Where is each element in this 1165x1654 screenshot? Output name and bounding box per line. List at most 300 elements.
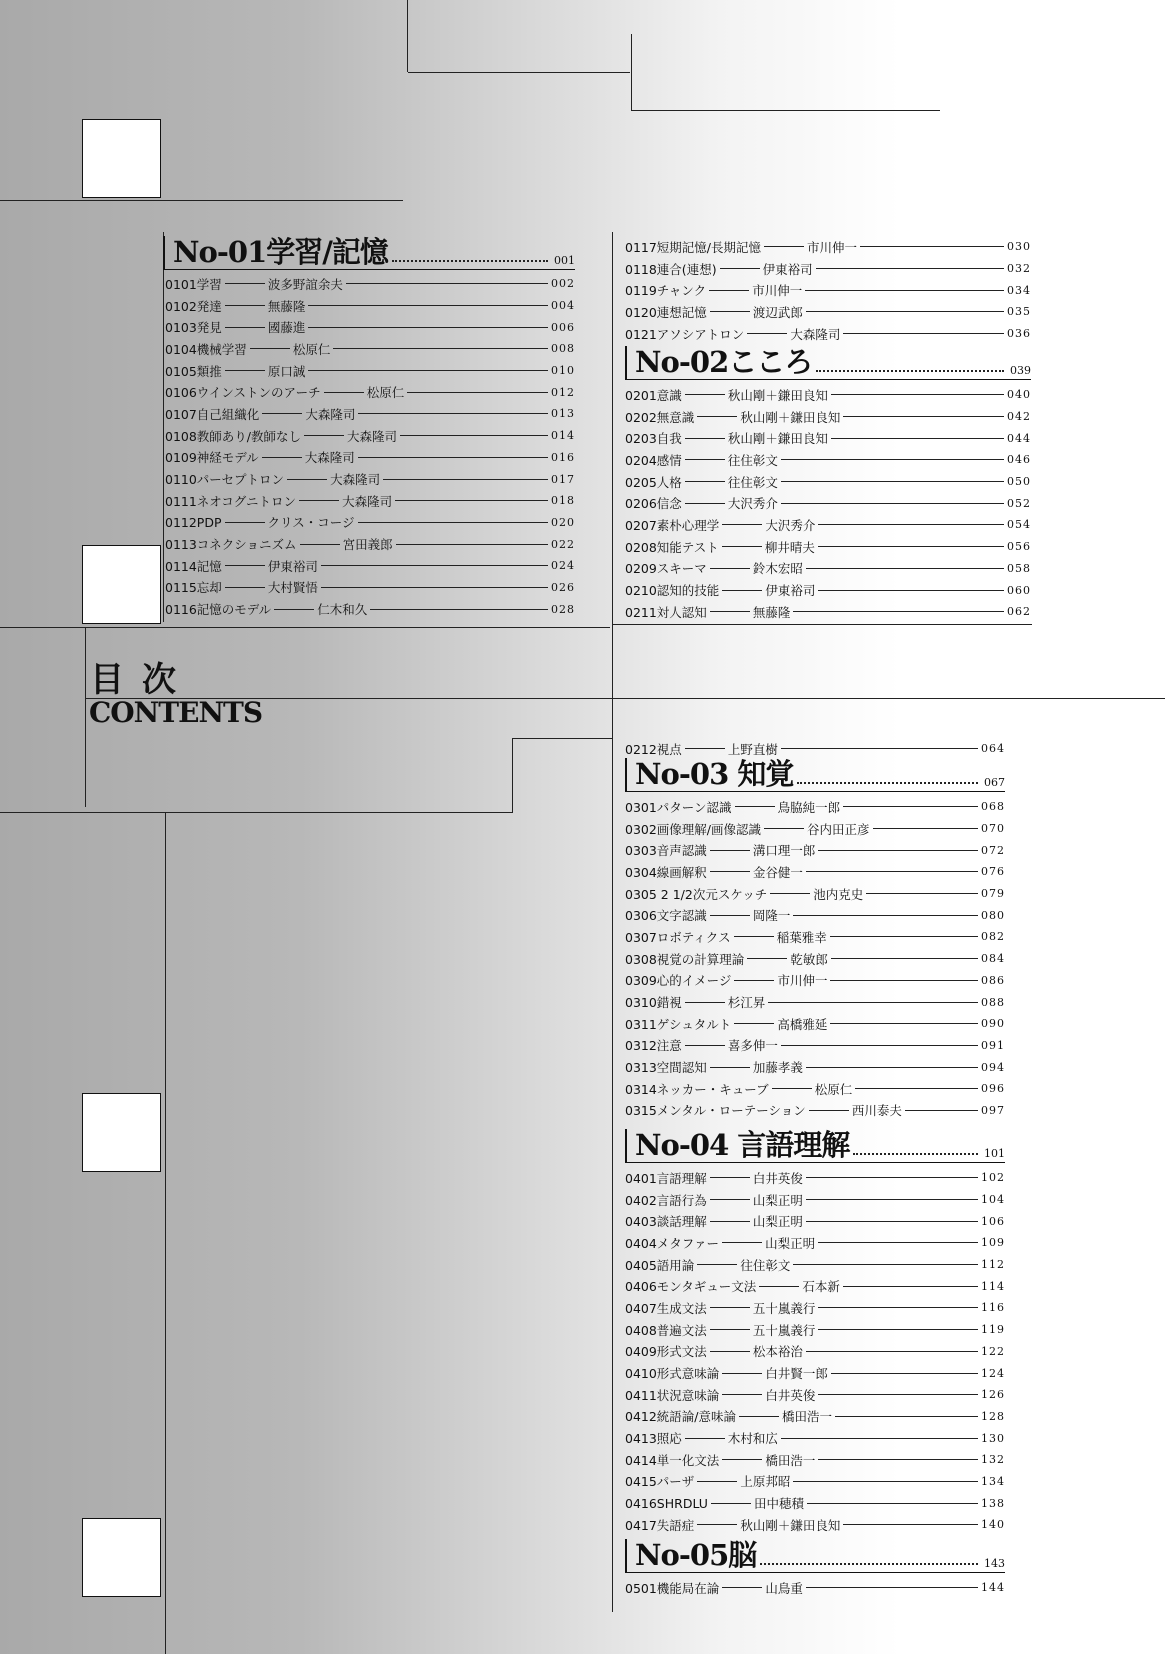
entry-author: 大沢秀介 xyxy=(765,517,816,533)
entry-title: 0121アソシアトロン xyxy=(625,326,745,342)
entry-page: 138 xyxy=(981,1496,1005,1510)
entry-title: 0315メンタル・ローテーション xyxy=(625,1103,806,1119)
entry-author: 白井賢一郎 xyxy=(765,1366,828,1382)
entry-author: 往住彰文 xyxy=(727,474,778,490)
entry-title: 0405語用論 xyxy=(625,1257,695,1273)
placeholder-box-4 xyxy=(82,1518,161,1597)
toc-entry xyxy=(165,447,575,469)
toc-entry xyxy=(625,1013,1005,1035)
entry-title: 0106ウインストンのアーチ xyxy=(165,385,321,401)
entry-author: 上原邦昭 xyxy=(740,1474,791,1490)
entry-page: 008 xyxy=(551,342,575,356)
section-02 xyxy=(625,346,1031,623)
entry-title: 0206信念 xyxy=(625,496,682,512)
toc-entry xyxy=(165,468,575,490)
toc-entry xyxy=(625,1254,1005,1276)
entry-author: 高橋雅延 xyxy=(777,1016,828,1032)
entry-author: 杉江昇 xyxy=(727,995,766,1011)
entry-title: 0303音声認識 xyxy=(625,843,707,859)
entry-title: 0408普遍文法 xyxy=(625,1322,707,1338)
entry-title: 0102発達 xyxy=(165,298,222,314)
entry-author: 松原仁 xyxy=(292,341,331,357)
entry-page: 094 xyxy=(981,1060,1005,1074)
entry-author: 鳥脇純一郎 xyxy=(777,799,841,815)
toc-entry xyxy=(165,425,575,447)
entry-page: 035 xyxy=(1007,305,1031,319)
entry-page: 058 xyxy=(1007,561,1031,575)
entry-title: 0212視点 xyxy=(625,741,682,757)
toc-entry xyxy=(625,1577,1005,1599)
entry-title: 0115忘却 xyxy=(165,580,222,596)
entry-title: 0201意識 xyxy=(625,387,682,403)
contents-title-en: CONTENTS xyxy=(89,696,263,729)
entry-title: 0307ロボティクス xyxy=(625,929,731,945)
entry-title: 0104機械学習 xyxy=(165,341,247,357)
entry-author: 秋山剛＋鎌田良知 xyxy=(727,387,828,403)
entry-title: 0402言語行為 xyxy=(625,1192,707,1208)
entry-page: 082 xyxy=(981,930,1005,944)
toc-entry xyxy=(625,1275,1005,1297)
entry-title: 0409形式文法 xyxy=(625,1344,707,1360)
section-01-heading xyxy=(163,236,575,270)
entry-title: 0118連合(連想) xyxy=(625,261,717,277)
entry-title: 0312注意 xyxy=(625,1038,682,1054)
rule-contents-vertical xyxy=(85,627,86,807)
entry-title: 0117短期記憶/長期記憶 xyxy=(625,239,762,255)
entry-page: 084 xyxy=(981,952,1005,966)
entry-page: 126 xyxy=(981,1388,1005,1402)
entry-author: 五十嵐義行 xyxy=(752,1322,816,1338)
entry-author: 大森隆司 xyxy=(305,406,356,422)
entry-author: 大森隆司 xyxy=(342,493,393,509)
entry-author: 大森隆司 xyxy=(347,428,398,444)
entry-page: 032 xyxy=(1007,262,1031,276)
toc-entry xyxy=(625,1471,1005,1493)
toc-entry xyxy=(625,796,1005,818)
entry-page: 056 xyxy=(1007,540,1031,554)
toc-entry xyxy=(625,1427,1005,1449)
entry-title: 0110パーセプトロン xyxy=(165,472,285,488)
entry-title: 0203自我 xyxy=(625,431,682,447)
toc-entry xyxy=(625,536,1031,558)
toc-entry xyxy=(165,598,575,620)
entry-author: 原口誠 xyxy=(267,363,306,379)
entry-author: 伊東裕司 xyxy=(267,558,318,574)
section-04-entries xyxy=(625,1163,1005,1536)
toc-entry xyxy=(625,839,1005,861)
entry-title: 0210認知的技能 xyxy=(625,583,720,599)
placeholder-box-1 xyxy=(82,119,161,198)
entry-page: 122 xyxy=(981,1344,1005,1358)
entry-author: 橋田浩一 xyxy=(782,1409,833,1425)
entry-page: 140 xyxy=(981,1518,1005,1532)
entry-page: 088 xyxy=(981,995,1005,1009)
toc-entry xyxy=(625,818,1005,840)
entry-author: 無藤隆 xyxy=(267,298,306,314)
rule-lower-left xyxy=(0,812,512,813)
entry-author: 山鳥重 xyxy=(765,1580,803,1596)
entry-author: 松本裕治 xyxy=(752,1344,803,1360)
section-title: No-02こころ xyxy=(635,345,813,379)
entry-author: 田中穂積 xyxy=(753,1496,804,1512)
toc-entry xyxy=(625,1189,1005,1211)
entry-page: 072 xyxy=(981,843,1005,857)
entry-page: 030 xyxy=(1007,240,1031,254)
rule-top-right xyxy=(631,110,940,111)
entry-page: 014 xyxy=(551,429,575,443)
entry-title: 0301パターン認識 xyxy=(625,799,732,815)
contents-title-ja: 目次 xyxy=(90,660,194,700)
toc-entry xyxy=(165,360,575,382)
entry-title: 0411状況意味論 xyxy=(625,1387,720,1403)
entry-page: 026 xyxy=(551,580,575,594)
toc-entry xyxy=(625,904,1005,926)
entry-author: 山梨正明 xyxy=(752,1214,803,1230)
entry-page: 018 xyxy=(551,494,575,508)
entry-author: 池内克史 xyxy=(813,886,864,902)
rule-top-short xyxy=(408,72,630,73)
entry-page: 090 xyxy=(981,1017,1005,1031)
section-01-continued xyxy=(625,236,1031,344)
entry-author: 無藤隆 xyxy=(752,604,791,620)
entry-page: 062 xyxy=(1007,605,1031,619)
toc-entry xyxy=(625,558,1031,580)
rule-top-vertical xyxy=(631,34,632,110)
entry-page: 020 xyxy=(551,515,575,529)
section-02-entries xyxy=(625,380,1031,623)
section-04-heading xyxy=(625,1129,1005,1163)
entry-page: 128 xyxy=(981,1409,1005,1423)
entry-page: 036 xyxy=(1007,327,1031,341)
entry-page: 144 xyxy=(981,1581,1005,1595)
section-page: 001 xyxy=(554,254,575,267)
entry-page: 028 xyxy=(551,602,575,616)
entry-page: 016 xyxy=(551,450,575,464)
entry-author: 橋田浩一 xyxy=(765,1452,816,1468)
entry-title: 0501機能局在論 xyxy=(625,1580,720,1596)
entry-page: 050 xyxy=(1007,475,1031,489)
entry-page: 134 xyxy=(981,1474,1005,1488)
rule-left-upper xyxy=(407,0,408,72)
entry-page: 054 xyxy=(1007,518,1031,532)
entry-title: 0207素朴心理学 xyxy=(625,517,720,533)
section-title: No-03 知覚 xyxy=(635,757,794,791)
entry-page: 046 xyxy=(1007,453,1031,467)
entry-page: 002 xyxy=(551,277,575,291)
toc-entry xyxy=(625,601,1031,623)
section-title: No-04 言語理解 xyxy=(635,1128,850,1162)
entry-title: 0412統語論/意味論 xyxy=(625,1409,737,1425)
entry-author: 仁木和久 xyxy=(317,602,368,618)
toc-entry xyxy=(165,316,575,338)
entry-page: 096 xyxy=(981,1082,1005,1096)
entry-page: 010 xyxy=(551,364,575,378)
rule-lower-join xyxy=(512,738,612,739)
entry-page: 102 xyxy=(981,1171,1005,1185)
section-05 xyxy=(625,1539,1005,1599)
entry-author: 柳井晴夫 xyxy=(764,539,815,555)
entry-title: 0211対人認知 xyxy=(625,604,707,620)
entry-page: 106 xyxy=(981,1214,1005,1228)
entry-author: 上野直樹 xyxy=(727,741,778,757)
entry-title: 0205人格 xyxy=(625,474,682,490)
toc-entry xyxy=(165,490,575,512)
entry-author: 大村賢悟 xyxy=(267,580,318,596)
entry-author: 往住彰文 xyxy=(740,1257,791,1273)
entry-author: 渡辺武郎 xyxy=(752,304,803,320)
entry-title: 0414単一化文法 xyxy=(625,1452,720,1468)
entry-author: 大沢秀介 xyxy=(727,496,778,512)
entry-author: 白井英俊 xyxy=(765,1387,816,1403)
entry-author: 伊東裕司 xyxy=(765,583,816,599)
entry-title: 0120連想記憶 xyxy=(625,304,707,320)
entry-page: 109 xyxy=(981,1236,1005,1250)
section-04 xyxy=(625,1129,1005,1536)
entry-title: 0410形式意味論 xyxy=(625,1366,720,1382)
entry-title: 0105類推 xyxy=(165,363,222,379)
rule-lower-vertical-b xyxy=(165,812,166,1654)
rule-contents-top xyxy=(0,627,610,628)
toc-entry xyxy=(625,991,1005,1013)
entry-title: 0302画像理解/画像認識 xyxy=(625,821,762,837)
entry-title: 0204感情 xyxy=(625,452,682,468)
toc-entry xyxy=(625,514,1031,536)
toc-entry xyxy=(625,406,1031,428)
entry-author: 鈴木宏昭 xyxy=(752,561,803,577)
entry-title: 0415パーザ xyxy=(625,1474,695,1490)
entry-title: 0202無意識 xyxy=(625,409,695,425)
entry-title: 0108教師あり/教師なし xyxy=(165,428,302,444)
toc-entry xyxy=(625,1056,1005,1078)
placeholder-box-2 xyxy=(82,545,161,624)
entry-title: 0308視覚の計算理論 xyxy=(625,951,745,967)
toc-entry xyxy=(625,1078,1005,1100)
entry-author: 金谷健一 xyxy=(752,864,803,880)
toc-entry xyxy=(625,948,1005,970)
entry-page: 017 xyxy=(551,472,575,486)
entry-author: 波多野誼余夫 xyxy=(267,276,343,292)
toc-entry xyxy=(625,258,1031,280)
section-page: 101 xyxy=(984,1147,1005,1160)
entry-page: 091 xyxy=(981,1038,1005,1052)
toc-entry xyxy=(625,1362,1005,1384)
toc-entry xyxy=(625,1319,1005,1341)
entry-page: 076 xyxy=(981,865,1005,879)
section-05-entries xyxy=(625,1573,1005,1599)
entry-page: 004 xyxy=(551,299,575,313)
entry-page: 012 xyxy=(551,385,575,399)
section-01-entries xyxy=(163,270,575,620)
toc-entry xyxy=(625,1406,1005,1428)
toc-entry xyxy=(625,236,1031,258)
toc-entry xyxy=(165,381,575,403)
entry-page: 097 xyxy=(981,1103,1005,1117)
entry-author: 乾敏郎 xyxy=(790,951,828,967)
entry-page: 040 xyxy=(1007,388,1031,402)
section-05-heading xyxy=(625,1539,1005,1573)
entry-title: 0309心的イメージ xyxy=(625,973,732,989)
entry-page: 104 xyxy=(981,1193,1005,1207)
entry-author: 山梨正明 xyxy=(765,1235,816,1251)
entry-author: 五十嵐義行 xyxy=(752,1300,816,1316)
entry-page: 060 xyxy=(1007,583,1031,597)
entry-title: 0403談話理解 xyxy=(625,1214,707,1230)
entry-title: 0111ネオコグニトロン xyxy=(165,493,297,509)
toc-entry xyxy=(625,279,1031,301)
toc-entry xyxy=(625,449,1031,471)
entry-page: 132 xyxy=(981,1453,1005,1467)
toc-entry xyxy=(165,273,575,295)
entry-title: 0209スキーマ xyxy=(625,561,707,577)
toc-entry xyxy=(165,295,575,317)
toc-entry xyxy=(625,384,1031,406)
entry-title: 0113コネクショニズム xyxy=(165,537,297,553)
section-title: No-01学習/記憶 xyxy=(173,235,388,269)
toc-entry xyxy=(625,1514,1005,1536)
entry-page: 052 xyxy=(1007,496,1031,510)
toc-entry xyxy=(625,471,1031,493)
entry-author: 市川伸一 xyxy=(807,239,858,255)
toc-entry xyxy=(625,883,1005,905)
entry-page: 022 xyxy=(551,537,575,551)
entry-author: クリス・コージ xyxy=(267,515,355,531)
entry-title: 0116記憶のモデル xyxy=(165,602,272,618)
toc-entry xyxy=(625,861,1005,883)
entry-page: 070 xyxy=(981,822,1005,836)
toc-entry xyxy=(625,301,1031,323)
toc-entry xyxy=(165,577,575,599)
section-03-heading xyxy=(625,758,1005,792)
entry-author: 山梨正明 xyxy=(752,1192,803,1208)
entry-title: 0401言語理解 xyxy=(625,1170,707,1186)
entry-author: 白井英俊 xyxy=(752,1170,803,1186)
rule-lower-vertical-a xyxy=(512,738,513,813)
entry-author: 秋山剛＋鎌田良知 xyxy=(727,431,828,447)
toc-entry xyxy=(625,1449,1005,1471)
entry-title: 0310錯視 xyxy=(625,995,682,1011)
toc-entry xyxy=(625,1492,1005,1514)
toc-entry xyxy=(165,555,575,577)
entry-author: 西川泰夫 xyxy=(851,1103,902,1119)
entry-author: 喜多伸一 xyxy=(727,1038,778,1054)
entry-title: 0103発見 xyxy=(165,320,222,336)
toc-entry xyxy=(625,1384,1005,1406)
entry-page: 068 xyxy=(981,800,1005,814)
toc-entry xyxy=(625,1297,1005,1319)
entry-page: 013 xyxy=(551,407,575,421)
entry-author: 大森隆司 xyxy=(330,472,381,488)
toc-entry xyxy=(625,970,1005,992)
toc-entry xyxy=(625,926,1005,948)
toc-entry xyxy=(165,403,575,425)
section-page: 067 xyxy=(984,776,1005,789)
entry-title: 0304線画解釈 xyxy=(625,864,707,880)
entry-page: 079 xyxy=(981,887,1005,901)
entry-page: 119 xyxy=(981,1323,1005,1337)
entry-page: 064 xyxy=(981,742,1005,756)
rule-upper-left xyxy=(0,200,403,201)
entry-title: 0109神経モデル xyxy=(165,450,259,466)
entry-page: 124 xyxy=(981,1366,1005,1380)
entry-page: 086 xyxy=(981,973,1005,987)
rule-right-column xyxy=(612,232,613,1612)
entry-title: 0114記憶 xyxy=(165,558,222,574)
entry-title: 0407生成文法 xyxy=(625,1300,707,1316)
entry-author: 石本新 xyxy=(802,1279,840,1295)
toc-entry xyxy=(625,1035,1005,1057)
section-03-entries xyxy=(625,792,1005,1121)
toc-entry xyxy=(165,512,575,534)
entry-title: 0313空間認知 xyxy=(625,1060,707,1076)
entry-title: 0314ネッカー・キューブ xyxy=(625,1081,769,1097)
entry-author: 伊東裕司 xyxy=(762,261,813,277)
toc-entry xyxy=(625,1100,1005,1122)
section-title: No-05脳 xyxy=(635,1538,757,1572)
entry-title: 0107自己組織化 xyxy=(165,406,260,422)
entry-author: 大森隆司 xyxy=(790,326,841,342)
section-03 xyxy=(625,758,1005,1121)
entry-author: 秋山剛＋鎌田良知 xyxy=(740,1517,841,1533)
entry-author: 市川伸一 xyxy=(752,283,803,299)
entry-page: 130 xyxy=(981,1431,1005,1445)
entry-title: 0417失語症 xyxy=(625,1517,695,1533)
entry-author: 加藤孝義 xyxy=(752,1060,803,1076)
section-page: 039 xyxy=(1010,364,1031,377)
section-01 xyxy=(163,236,575,620)
toc-entry xyxy=(625,1167,1005,1189)
entry-author: 大森隆司 xyxy=(304,450,355,466)
entry-page: 024 xyxy=(551,559,575,573)
entry-title: 0101学習 xyxy=(165,276,222,292)
entry-author: 松原仁 xyxy=(814,1081,853,1097)
toc-entry xyxy=(625,1341,1005,1363)
toc-entry xyxy=(165,338,575,360)
toc-entry xyxy=(625,427,1031,449)
toc-entry xyxy=(625,1232,1005,1254)
entry-title: 0311ゲシュタルト xyxy=(625,1016,732,1032)
placeholder-box-3 xyxy=(82,1093,161,1172)
section-page: 143 xyxy=(984,1557,1005,1570)
entry-page: 034 xyxy=(1007,283,1031,297)
toc-entry xyxy=(625,323,1031,345)
toc-entry xyxy=(625,492,1031,514)
section-02-heading xyxy=(625,346,1031,380)
toc-entry xyxy=(625,579,1031,601)
entry-author: 谷内田正彦 xyxy=(807,821,870,837)
entry-title: 0416SHRDLU xyxy=(625,1495,708,1511)
entry-author: 秋山剛＋鎌田良知 xyxy=(740,409,841,425)
entry-page: 006 xyxy=(551,320,575,334)
entry-title: 0306文字認識 xyxy=(625,908,707,924)
entry-author: 木村和広 xyxy=(727,1431,778,1447)
entry-page: 042 xyxy=(1007,410,1031,424)
entry-author: 岡隆一 xyxy=(752,908,791,924)
entry-page: 112 xyxy=(981,1258,1005,1272)
entry-title: 0413照応 xyxy=(625,1431,682,1447)
toc-entry xyxy=(625,1210,1005,1232)
entry-author: 松原仁 xyxy=(366,385,405,401)
entry-title: 0305 2 1/2次元スケッチ xyxy=(625,886,768,902)
entry-title: 0404メタファー xyxy=(625,1235,720,1251)
entry-title: 0112PDP xyxy=(165,514,222,530)
entry-title: 0208知能テスト xyxy=(625,539,719,555)
toc-entry xyxy=(165,533,575,555)
rule-section02-bottom xyxy=(612,624,1032,625)
entry-author: 稲葉雅幸 xyxy=(776,929,827,945)
entry-page: 080 xyxy=(981,908,1005,922)
entry-title: 0406モンタギュー文法 xyxy=(625,1279,757,1295)
entry-author: 國藤進 xyxy=(267,320,306,336)
